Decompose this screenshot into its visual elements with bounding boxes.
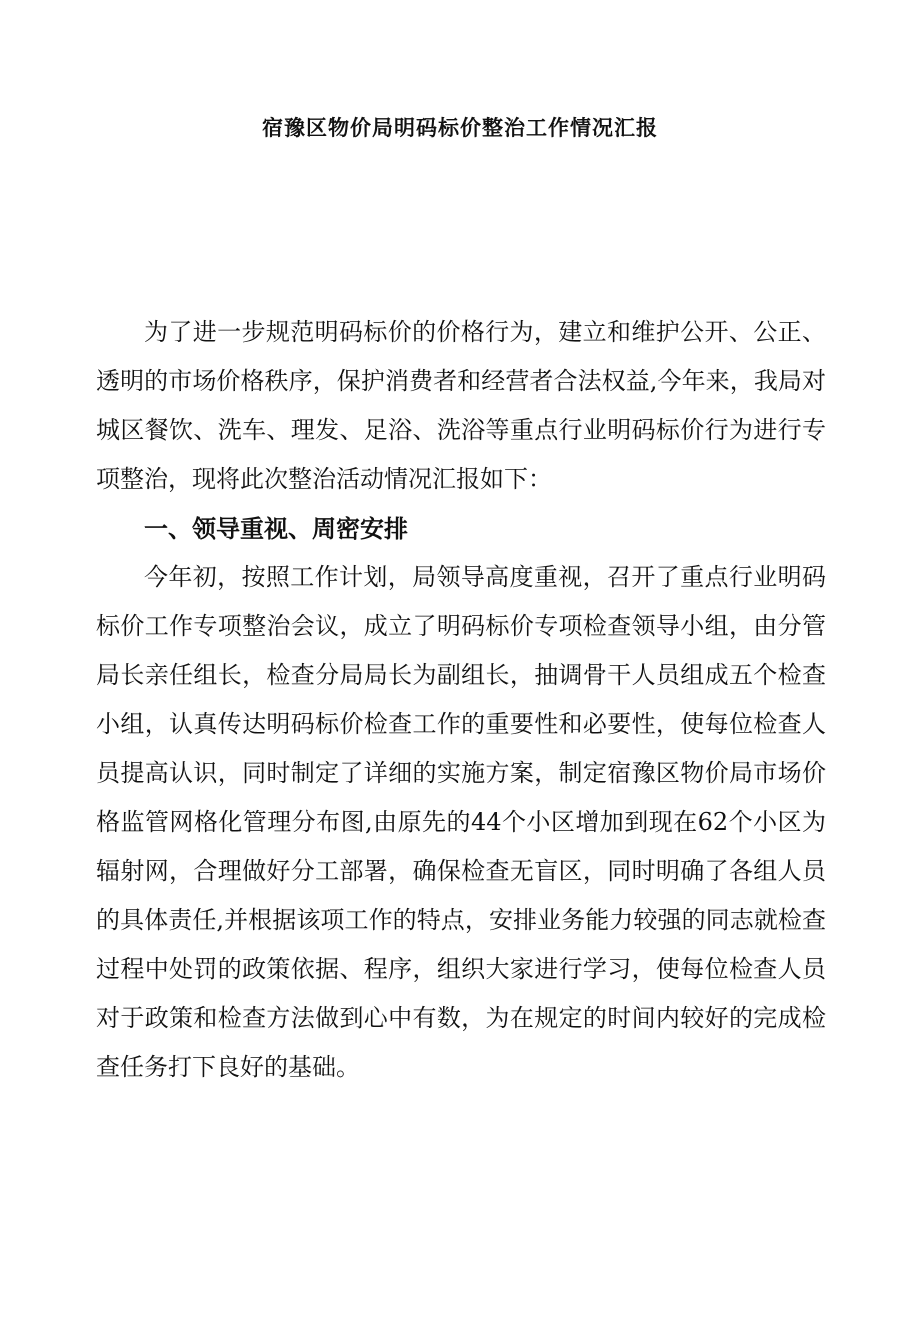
- document-body: [96, 308, 826, 1092]
- intro-paragraph: 为了进一步规范明码标价的价格行为，建立和维护公开、公正、透明的市场价格秩序，保护消费者和经营者合法权益,今年来，我局对城区餐饮、洗车、理发、足浴、洗浴等重点行业明码标价行为进行专项整治，现将此次整治活动情况汇报如下：: [96, 318, 826, 493]
- document-title: 宿豫区物价局明码标价整治工作情况汇报: [262, 115, 658, 140]
- section-1-heading: 一、领导重视、周密安排: [144, 514, 408, 543]
- section-1-paragraph: 今年初，按照工作计划，局领导高度重视，召开了重点行业明码标价工作专项整治会议，成立了明码标价专项检查领导小组，由分管局长亲任组长，检查分局局长为副组长，抽调骨干人员组成五个检查小组，认真传达明码标价检查工作的重要性和必要性，使每位检查人员提高认识，同时制定了详细的实施方案，制定宿豫区物价局市场价格监管网格化管理分布图,由原先的44个小区增加到现在62个小区为辐射网，合理做好分工部署，确保检查无盲区，同时明确了各组人员的具体责任,并根据该项工作的特点，安排业务能力较强的同志就检查过程中处罚的政策依据、程序，组织大家进行学习，使每位检查人员对于政策和检查方法做到心中有数，为在规定的时间内较好的完成检查任务打下良好的基础。: [96, 563, 826, 1081]
